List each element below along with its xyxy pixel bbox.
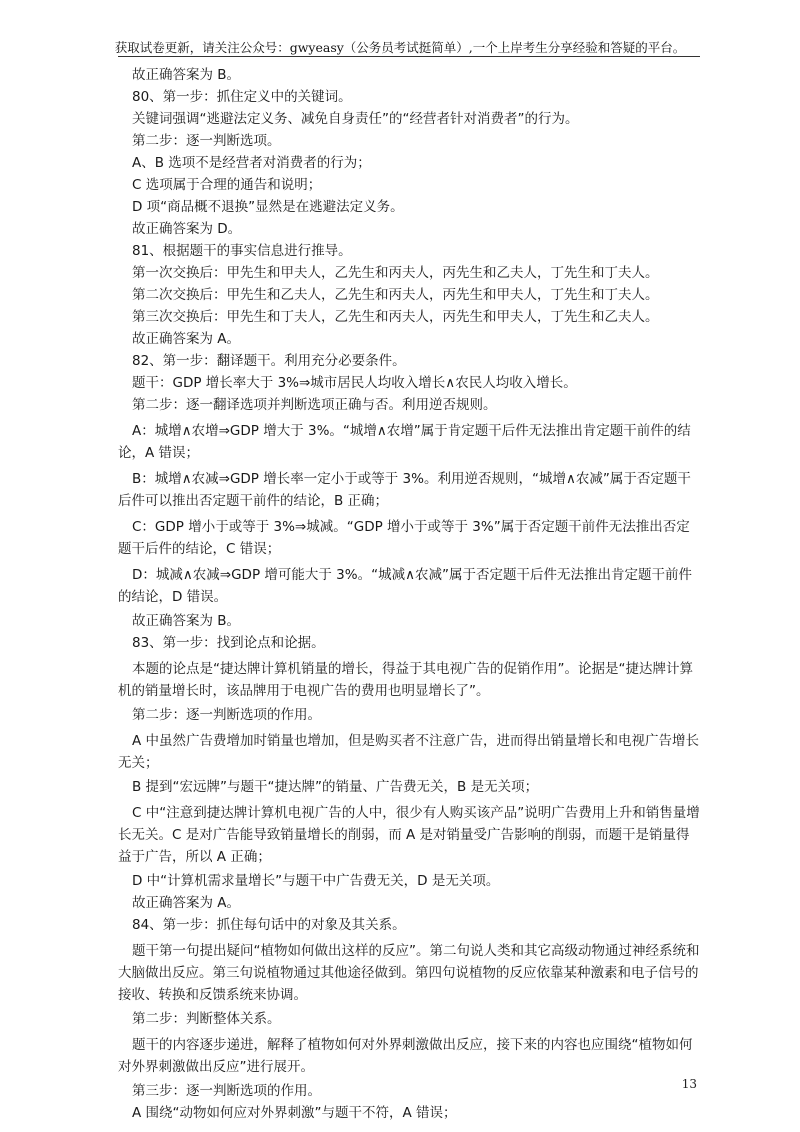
paragraph: A 围绕“动物如何应对外界刺激”与题干不符，A 错误； — [132, 1105, 457, 1121]
paragraph: 82、第一步：翻译题干。利用充分必要条件。 — [132, 353, 406, 369]
paragraph: 题干第一句提出疑问“植物如何做出这样的反应”。第二句说人类和其它高级动物通过神经系统和大脑做出反应。第三句说植物通过其他途径做到。第四句说植物的反应依靠某种激素和电子信号的接收、转换和反馈系统来协调。 — [118, 943, 700, 1003]
paragraph: 故正确答案为 D。 — [132, 221, 242, 237]
paragraph: 83、第一步：找到论点和论据。 — [132, 635, 325, 651]
page-number: 13 — [681, 1077, 697, 1091]
paragraph: 80、第一步：抓住定义中的关键词。 — [132, 89, 352, 105]
paragraph: D：城减∧农减⇒GDP 增可能大于 3%。“城减∧农减”属于否定题干后件无法推出肯定题干前件的结论，D 错误。 — [118, 567, 692, 605]
paragraph: A：城增∧农增⇒GDP 增大于 3%。“城增∧农增”属于肯定题干后件无法推出肯定题干前件的结论，A 错误； — [118, 423, 691, 461]
paragraph: 84、第一步：抓住每句话中的对象及其关系。 — [132, 917, 406, 933]
paragraph: A、B 选项不是经营者对消费者的行为； — [132, 155, 371, 171]
paragraph: 关键词强调“逃避法定义务、减免自身责任”的“经营者针对消费者”的行为。 — [132, 111, 579, 127]
document-body — [118, 64, 700, 1124]
paragraph: 题干的内容逐步递进，解释了植物如何对外界刺激做出反应，接下来的内容也应围绕“植物如何对外界刺激做出反应”进行展开。 — [118, 1037, 693, 1075]
paragraph: B：城增∧农减⇒GDP 增长率一定小于或等于 3%。利用逆否规则，“城增∧农减”属于否定题干后件可以推出否定题干前件的结论，B 正确； — [118, 471, 691, 509]
header-notice: 获取试卷更新，请关注公众号：gwyeasy（公务员考试挺简单）,一个上岸考生分享经验和答疑的平台。 — [114, 40, 686, 55]
paragraph: 第二步：逐一翻译选项并判断选项正确与否。利用逆否规则。 — [132, 397, 497, 413]
paragraph: D 中“计算机需求量增长”与题干中广告费无关，D 是无关项。 — [132, 873, 500, 889]
paragraph: 第二次交换后：甲先生和乙夫人，乙先生和丙夫人，丙先生和甲夫人，丁先生和丁夫人。 — [132, 287, 659, 303]
paragraph: 故正确答案为 A。 — [132, 331, 241, 347]
paragraph: C 中“注意到捷达牌计算机电视广告的人中，很少有人购买该产品”说明广告费用上升和销售量增长无关。C 是对广告能导致销量增长的削弱，而 A 是对销量受广告影响的削弱，而题干是销量得益于广告，所以 A 正确； — [118, 805, 700, 865]
paragraph: 第一次交换后：甲先生和甲夫人，乙先生和丙夫人，丙先生和乙夫人，丁先生和丁夫人。 — [132, 265, 659, 281]
paragraph: 题干：GDP 增长率大于 3%⇒城市居民人均收入增长∧农民人均收入增长。 — [132, 375, 577, 391]
paragraph: 故正确答案为 B。 — [132, 67, 241, 83]
paragraph: B 提到“宏远牌”与题干“捷达牌”的销量、广告费无关，B 是无关项； — [132, 779, 539, 795]
paragraph: A 中虽然广告费增加时销量也增加，但是购买者不注意广告，进而得出销量增长和电视广告增长无关； — [118, 733, 700, 771]
page-header — [0, 0, 800, 57]
header-divider — [118, 56, 700, 57]
paragraph: 本题的论点是“捷达牌计算机销量的增长，得益于其电视广告的促销作用”。论据是“捷达牌计算机的销量增长时，该品牌用于电视广告的费用也明显增长了”。 — [118, 661, 693, 699]
paragraph: 第二步：判断整体关系。 — [132, 1011, 281, 1027]
paragraph: 第二步：逐一判断选项。 — [132, 133, 281, 149]
paragraph: D 项“商品概不退换”显然是在逃避法定义务。 — [132, 199, 404, 215]
paragraph: 故正确答案为 B。 — [132, 613, 241, 629]
paragraph: C 选项属于合理的通告和说明； — [132, 177, 322, 193]
paragraph: 第二步：逐一判断选项的作用。 — [132, 707, 321, 723]
paragraph: 故正确答案为 A。 — [132, 895, 241, 911]
paragraph: 第三步：逐一判断选项的作用。 — [132, 1083, 321, 1099]
paragraph: 第三次交换后：甲先生和丁夫人，乙先生和丙夫人，丙先生和甲夫人，丁先生和乙夫人。 — [132, 309, 659, 325]
paragraph: 81、根据题干的事实信息进行推导。 — [132, 243, 352, 259]
paragraph: C：GDP 增小于或等于 3%⇒城减。“GDP 增小于或等于 3%”属于否定题干前件无法推出否定题干后件的结论，C 错误； — [118, 519, 690, 557]
